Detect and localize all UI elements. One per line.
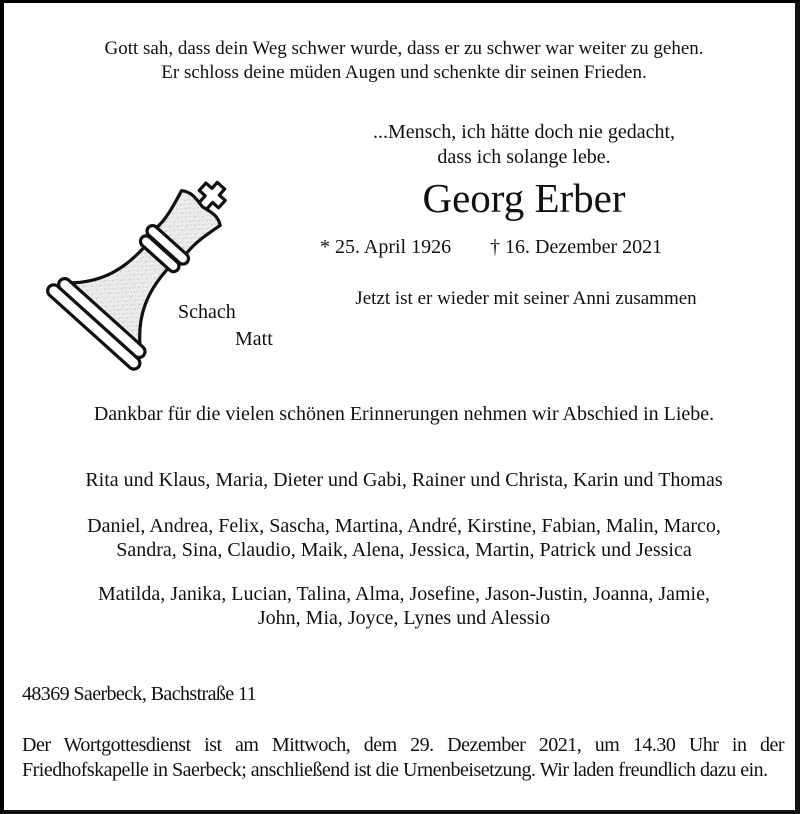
deceased-name: Georg Erber xyxy=(422,175,626,221)
great-grandchildren-line-2: John, Mia, Joyce, Lynes und Alessio xyxy=(257,607,551,629)
quote-line-2: dass ich solange lebe. xyxy=(437,146,611,168)
birth-date: * 25. April 1926 xyxy=(320,236,452,258)
personal-quote xyxy=(304,120,744,170)
verse-line-1: Gott sah, dass dein Weg schwer wurde, dass er zu schwer war weiter zu gehen. xyxy=(104,38,704,59)
grandchildren-line-1: Daniel, Andrea, Felix, Sascha, Martina, André, Kirstine, Fabian, Malin, Marco, xyxy=(87,515,721,537)
great-grandchildren-line-1: Matilda, Janika, Lucian, Talina, Alma, Josefine, Jason-Justin, Joanna, Jamie, xyxy=(98,583,710,605)
mourners-great-grandchildren xyxy=(4,582,800,630)
service-info: Der Wortgottesdienst ist am Mittwoch, dem 29. Dezember 2021, um 14.30 Uhr in der Friedhofskapelle in Saerbeck; anschließend ist die Urnenbeisetzung. Wir laden freundlich dazu ein. xyxy=(22,734,784,781)
reunion-text: Jetzt ist er wieder mit seiner Anni zusammen xyxy=(355,288,697,309)
farewell-text: Dankbar für die vielen schönen Erinnerungen nehmen wir Abschied in Liebe. xyxy=(93,403,715,425)
grandchildren-line-2: Sandra, Sina, Claudio, Maik, Alena, Jessica, Martin, Patrick und Jessica xyxy=(116,539,692,561)
mourners-children: Rita und Klaus, Maria, Dieter und Gabi, Rainer und Christa, Karin und Thomas xyxy=(85,469,723,491)
death-date: † 16. Dezember 2021 xyxy=(490,236,663,258)
mourning-address: 48369 Saerbeck, Bachstraße 11 xyxy=(22,683,256,705)
verse-line-2: Er schloss deine müden Augen und schenkte dir seinen Frieden. xyxy=(161,62,647,83)
chess-king-icon xyxy=(26,151,266,373)
caption-schach: Schach xyxy=(178,301,236,323)
quote-line-1: ...Mensch, ich hätte doch nie gedacht, xyxy=(372,121,676,143)
opening-verse xyxy=(4,37,800,85)
caption-matt: Matt xyxy=(235,328,273,350)
mourners-grandchildren xyxy=(4,514,800,562)
